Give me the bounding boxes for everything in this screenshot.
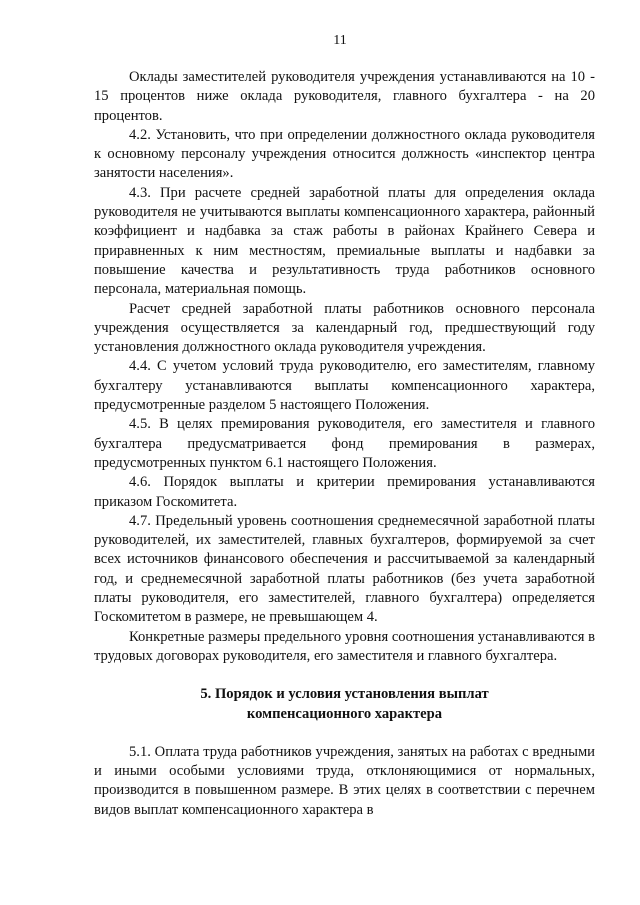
paragraph-4-6: 4.6. Порядок выплаты и критерии премирования устанавливаются приказом Госкомитета. [94, 474, 595, 510]
paragraph-4-7: 4.7. Предельный уровень соотношения среднемесячной заработной платы руководителей, их заместителей, главных бухгалтеров, формируемой за счет всех источников финансового обеспечения и рассчитываемой за календарный год, и среднемесячной заработной платы работников (без учета заработной платы руководителя, его заместителей, главного бухгалтера) определяется Госкомитетом в размере, не превышающем 4. [94, 512, 595, 626]
paragraph-4-3: 4.3. При расчете средней заработной платы для определения оклада руководителя не учитываются выплаты компенсационного характера, районный коэффициент и надбавка за стаж работы в районах Крайнего Севера и приравненных к ним местностям, премиальные выплаты и надбавки за повышение качества и результативность труда работников основного персонала, материальная помощь. [94, 184, 595, 298]
document-body [94, 68, 595, 820]
paragraph-specific-ratio-sizes: Конкретные размеры предельного уровня соотношения устанавливаются в трудовых договорах руководителя, его заместителя и главного бухгалтера. [94, 628, 595, 664]
page-number: 11 [333, 33, 347, 48]
paragraph-deputy-salaries: Оклады заместителей руководителя учреждения устанавливаются на 10 - 15 процентов ниже оклада руководителя, главного бухгалтера - на 20 процентов. [94, 69, 595, 124]
spacer [94, 666, 595, 685]
paragraph-4-4: 4.4. С учетом условий труда руководителю, его заместителям, главному бухгалтеру устанавливаются выплаты компенсационного характера, предусмотренные разделом 5 настоящего Положения. [94, 358, 595, 414]
paragraph-average-salary-calculation: Расчет средней заработной платы работников основного персонала учреждения осуществляется за календарный год, предшествующий году установления должностного оклада руководителя учреждения. [94, 300, 595, 356]
paragraph-4-5: 4.5. В целях премирования руководителя, его заместителя и главного бухгалтера предусматривается фонд премирования в размерах, предусмотренных пунктом 6.1 настоящего Положения. [94, 416, 595, 471]
section-heading-line-2: компенсационного характера [246, 705, 443, 722]
section-heading-line-1: 5. Порядок и условия установления выплат [200, 686, 489, 703]
paragraph-5-1: 5.1. Оплата труда работников учреждения, занятых на работах с вредными и иными особыми условиями труда, отклоняющимися от нормальных, производится в повышенном размере. В этих целях в соответствии с перечнем видов выплат компенсационного характера в [94, 743, 595, 818]
paragraph-4-2: 4.2. Установить, что при определении должностного оклада руководителя к основному персоналу учреждения относится должность «инспектор центра занятости населения». [94, 126, 595, 182]
spacer [94, 724, 595, 743]
